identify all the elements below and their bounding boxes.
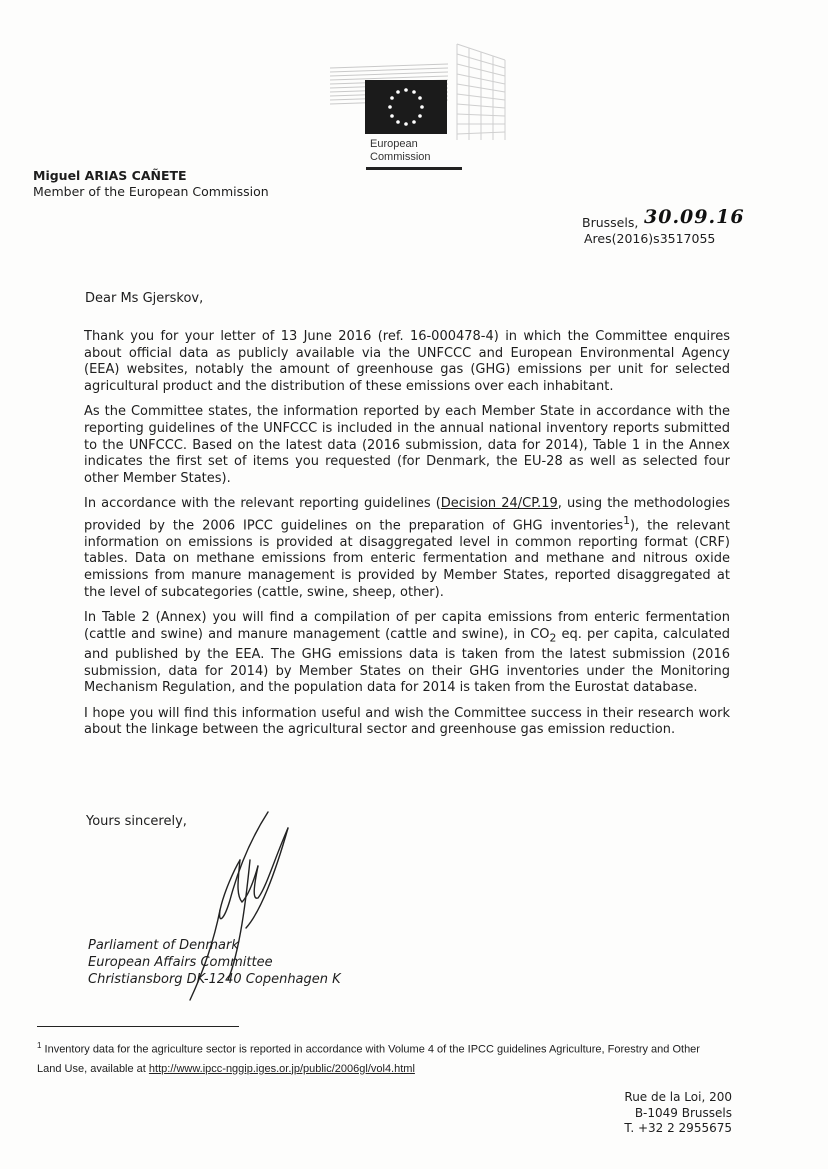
addressee-line-3: Christiansborg DK-1240 Copenhagen K <box>88 972 341 987</box>
addressee-line-2: European Affairs Committee <box>88 955 273 970</box>
address-city: B-1049 Brussels <box>634 1105 732 1120</box>
eu-flag-icon <box>365 80 447 134</box>
footnote-ref: 1 <box>623 513 630 527</box>
paragraph-4-part-b: eq. per capita, calculated and published by the EEA. The GHG emissions data is taken from the latest submission (2016 submission, data for 2014) by Member States on their GHG inventories under the Monitoring Mechanism Regulation, and the population data for 2014 is taken from the Eurostat database. <box>84 626 731 696</box>
logo-text-line1: European <box>370 138 418 150</box>
addressee-line-1: Parliament of Denmark <box>88 938 239 953</box>
salutation: Dear Ms Gjerskov, <box>85 291 204 306</box>
paragraph-4 <box>84 610 730 697</box>
paragraph-2: As the Committee states, the information reported by each Member State in accordance with the reporting guidelines of the UNFCCC is included in the annual national inventory reports submitted to the UNFCCC. Based on the latest data (2016 submission, data for 2014), Table 1 in the Annex indicates the first set of items you requested (for Denmark, the EU-28 as well as selected four other Member States). <box>84 404 730 486</box>
paragraph-3-part-b: , using the methodologies provided by the 2006 IPCC guidelines on the preparation of GHG inventories <box>84 496 731 534</box>
reference-number: Ares(2016)s3517055 <box>584 231 716 246</box>
letter-body <box>84 329 730 748</box>
paragraph-4-part-a: In Table 2 (Annex) you will find a compilation of per capita emissions from enteric fermentation (cattle and swine) and manure management (cattle and swine), in CO <box>84 610 730 642</box>
paragraph-3-part-c: ), the relevant information on emissions is provided at disaggregated level in common reporting format (CRF) tables. Data on methane emissions from enteric fermentation and methane and nitrous oxide emissions from manure management is provided by Member States, reported disaggregated at the level of subcategories (cattle, swine, sheep, other). <box>84 518 730 600</box>
footnote-text: Inventory data for the agriculture sector is reported in accordance with Volume 4 of the IPCC guidelines Agriculture, Forestry and Other Land Use, available at <box>37 1043 700 1075</box>
handwritten-date: 30.09.16 <box>644 206 745 228</box>
paragraph-5: I hope you will find this information useful and wish the Committee success in their research work about the linkage between the agricultural sector and greenhouse gas emission reduction. <box>84 705 730 738</box>
logo-text-line2: Commission <box>370 151 431 163</box>
date-place: Brussels, <box>582 215 639 230</box>
logo-text <box>370 138 431 164</box>
address-street: Rue de la Loi, 200 <box>624 1090 732 1104</box>
sender-role: Member of the European Commission <box>33 184 269 199</box>
office-address <box>560 1090 732 1137</box>
footnote-marker: 1 <box>37 1041 42 1050</box>
footnote <box>37 1036 727 1079</box>
paragraph-3-part-a: In accordance with the relevant reporting guidelines ( <box>84 496 441 512</box>
co2-subscript: 2 <box>549 631 557 645</box>
closing: Yours sincerely, <box>86 814 187 829</box>
paragraph-1: Thank you for your letter of 13 June 2016 (ref. 16-000478-4) in which the Committee enquires about official data as publicly available via the UNFCCC and European Environmental Agency (EEA) websites, notably the amount of greenhouse gas (GHG) emissions per unit for selected agricultural product and the distribution of these emissions over each inhabitant. <box>84 329 730 394</box>
address-phone: T. +32 2 2955675 <box>624 1121 732 1135</box>
paragraph-3 <box>84 496 730 601</box>
addressee-block <box>88 937 341 988</box>
footnote-link[interactable]: http://www.ipcc-nggip.iges.or.jp/public/2006gl/vol4.html <box>148 1062 415 1075</box>
footnote-divider <box>37 1026 239 1027</box>
sender-name: Miguel ARIAS CAÑETE <box>33 168 187 183</box>
decision-link[interactable]: Decision 24/CP.19 <box>440 496 558 512</box>
building-graphic <box>455 40 507 150</box>
logo-divider <box>366 167 462 170</box>
